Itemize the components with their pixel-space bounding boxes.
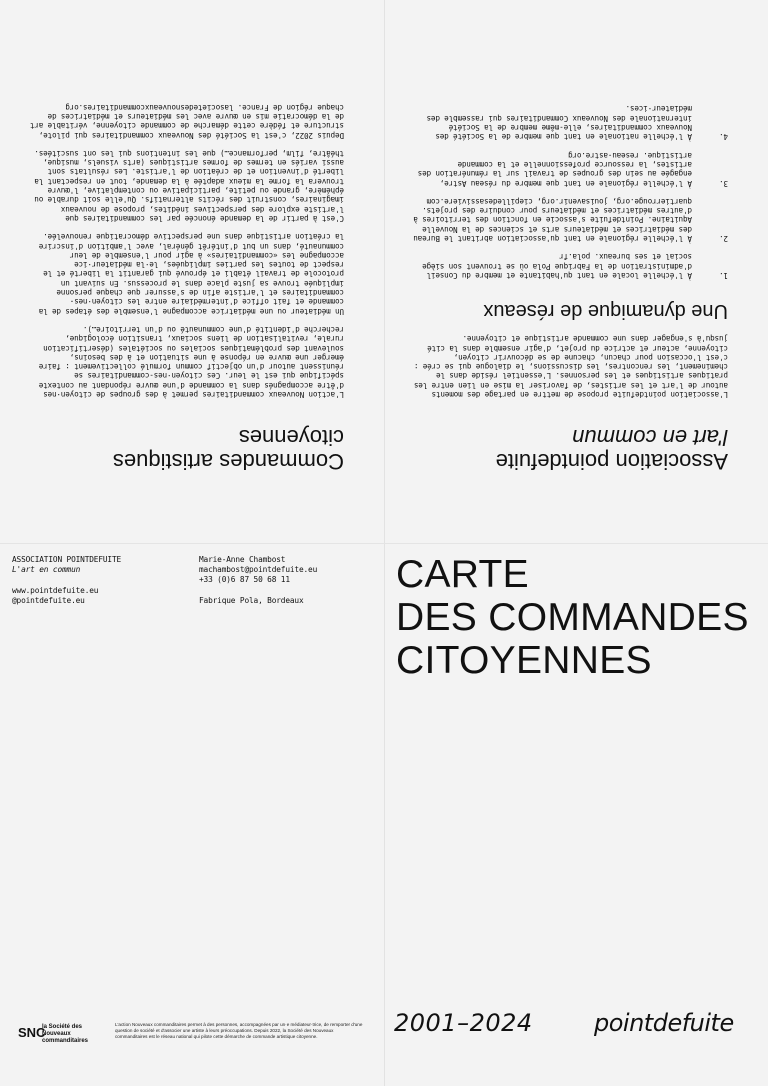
cover-title: [396, 553, 749, 682]
association-subtitle: l'art en commun: [572, 425, 728, 450]
list-item: [408, 150, 728, 187]
cover-years: 2001–2024: [394, 1009, 533, 1037]
list-item-text: À l'échelle régionale en tant qu'association abritant le Bureau des médiatrices et médiateurs arts et sciences de la Nouvelle Aquitaine. Pointdefuite s'associe en fonction des territoires à d'autres médiatrices et médiateurs pour conduire des projets. quartierrouge.org, jouisavenir.org, ciepilledesassiviere.com: [413, 196, 692, 244]
panel-cover: [384, 543, 768, 1086]
list-item-text: À l'échelle nationale en tant que membre de la Société des Nouveaux commanditaires, elle-même membre de la Société internationale des Nouveaux Commanditaires qui rassemble des médiateur·ices.: [426, 104, 692, 142]
contact-info-block: [199, 555, 317, 606]
list-item-number: 4.: [719, 132, 728, 142]
list-item-number: 3.: [719, 178, 728, 188]
commandes-paragraph: C'est à partir de la demande énoncée par les commanditaires que l'artiste explore des perspectives inédites, propose de nouveaux imaginaires, construit des récits alternatifs. Qu'elle soit durable ou éphémère, grande ou petite, participative ou contemplative, l'œuvre trouvera la forme la mieux adaptée à la demande, tout en respectant la liberté d'invention et de création de l'artiste. Les résultats sont aussi variés en termes de formes artistiques (arts visuels, musique, théâtre, film, performance…) que les intentions qui les ont suscitées.: [34, 148, 344, 223]
reseaux-list: [408, 104, 728, 280]
website-link[interactable]: www.pointdefuite.eu: [12, 586, 99, 595]
list-item-text: À l'échelle régionale en tant que membre du réseau Astre, engagée au sein des groupes de travail sur la rémunération des artistes, la ressource professionnelle et la commande artistique. reseau-astre.org: [417, 150, 692, 188]
org-tagline: L'art en commun: [12, 565, 81, 574]
panel-commandes-citoyennes: [0, 0, 384, 543]
commandes-title-block: [30, 425, 344, 473]
snc-logo-name: la Société des Nouveaux commanditaires: [42, 1024, 89, 1044]
commandes-paragraph: Depuis 2022, c'est la Société des Nouveaux commanditaires qui pilote, structure et fédère cette démarche de commande citoyenne, véritable art de la démocratie mis en œuvre avec les médiateurs et médiatrices de chaque région de France. lasocietedesnouveauxcommanditaires.org: [30, 102, 344, 140]
org-name: ASSOCIATION POINTDEFUITE: [12, 555, 122, 564]
org-info-block: [12, 555, 121, 606]
list-item: [408, 252, 728, 280]
social-handle[interactable]: @pointdefuite.eu: [12, 596, 85, 605]
list-item: [408, 197, 728, 243]
commandes-paragraph: Un médiateur ou une médiatrice accompagne l'ensemble des étapes de la commande et fait office d'intermédiaire entre les citoyen·nes-commanditaires et l'artiste afin de s'assurer que chaque personne impliquée trouve sa juste place dans le processus. En suivant un protocole de travail établi et éprouvé qui garantit la liberté et le respect de toutes les parties impliquées, le·la médiateur·ice accompagne les «commanditaires» à agir pour l'ensemble de leur communauté, dans un but d'intérêt général, avec l'ambition d'inscrire la création artistique dans une perspective démocratique renouvelée.: [38, 232, 344, 316]
cover-brand-logo: pointdefuite: [594, 1009, 734, 1037]
snc-logo-icon: SNC: [18, 1025, 46, 1040]
list-item-number: 2.: [719, 234, 728, 244]
contact-email[interactable]: machambost@pointdefuite.eu: [199, 565, 318, 574]
cover-title-line-2: DES COMMANDES: [396, 596, 749, 639]
association-title: Association pointdefuite: [495, 449, 728, 474]
panel-association-pointdefuite: [384, 0, 768, 543]
contact-phone: +33 (0)6 87 50 68 11: [199, 575, 290, 584]
association-intro: L'association pointdefuite propose de mettre en partage des moments autour de l'art et les artistes, de favoriser la mise en lien entre les pratiques artistiques et les personnes. L'essentiel réside dans le cheminement, les rencontres, les discussions, le dialogue qui se crée : c'est l'occasion pour chacun, chacune de se découvrir citoyen, citoyenne, acteur et actrice du projet, d'agir ensemble dans la cité jusqu'à s'engager dans une commande artistique et citoyenne.: [414, 334, 728, 399]
panel-contact: [0, 543, 384, 1086]
list-item-text: À l'échelle locale en tant qu'habitante et membre du Conseil d'administration de la Fabrique Pola où se trouvent son siège social et ses bureaux. pola.fr: [422, 252, 692, 280]
commandes-title-line-2: citoyennes: [238, 425, 344, 450]
reseaux-section-title: Une dynamique de réseaux: [483, 299, 728, 322]
cover-title-line-3: CITOYENNES: [396, 639, 652, 682]
footnote-text: L'action Nouveaux commanditaires permet à des personnes, accompagnées par un·e médiateur·trice, de remporter d'une question de société et d'associer une artiste à leurs préoccupations. Depuis 2022, la Société des Nouveaux commanditaires est le réseau national qui pilote cette démarche de commande artistique citoyenne.: [115, 1022, 363, 1039]
list-item: [408, 104, 728, 141]
association-title-block: [408, 425, 728, 473]
contact-location: Fabrique Pola, Bordeaux: [199, 596, 304, 605]
contact-name: Marie-Anne Chambost: [199, 555, 286, 564]
commandes-paragraph: L'action Nouveaux commanditaires permet à des groupes de citoyen·nes d'être accompagnés dans la commande d'une œuvre répondant au contexte spécifique qui est le leur. Ces citoyen·nes-commanditaires se réunissent autour d'un objectif commun formulé collectivement : faire émerger une œuvre en réponse à une situation et à des besoins, soulevant des problématiques sociales ou sociétales (désertification rurale, revitalisation de liens sociaux, transition écologique, recherche d'identité d'une communauté ou d'un territoire…).: [38, 324, 344, 399]
list-item-number: 1.: [719, 270, 728, 280]
cover-title-line-1: CARTE: [396, 553, 529, 596]
commandes-title-line-1: Commandes artistiques: [112, 449, 344, 474]
